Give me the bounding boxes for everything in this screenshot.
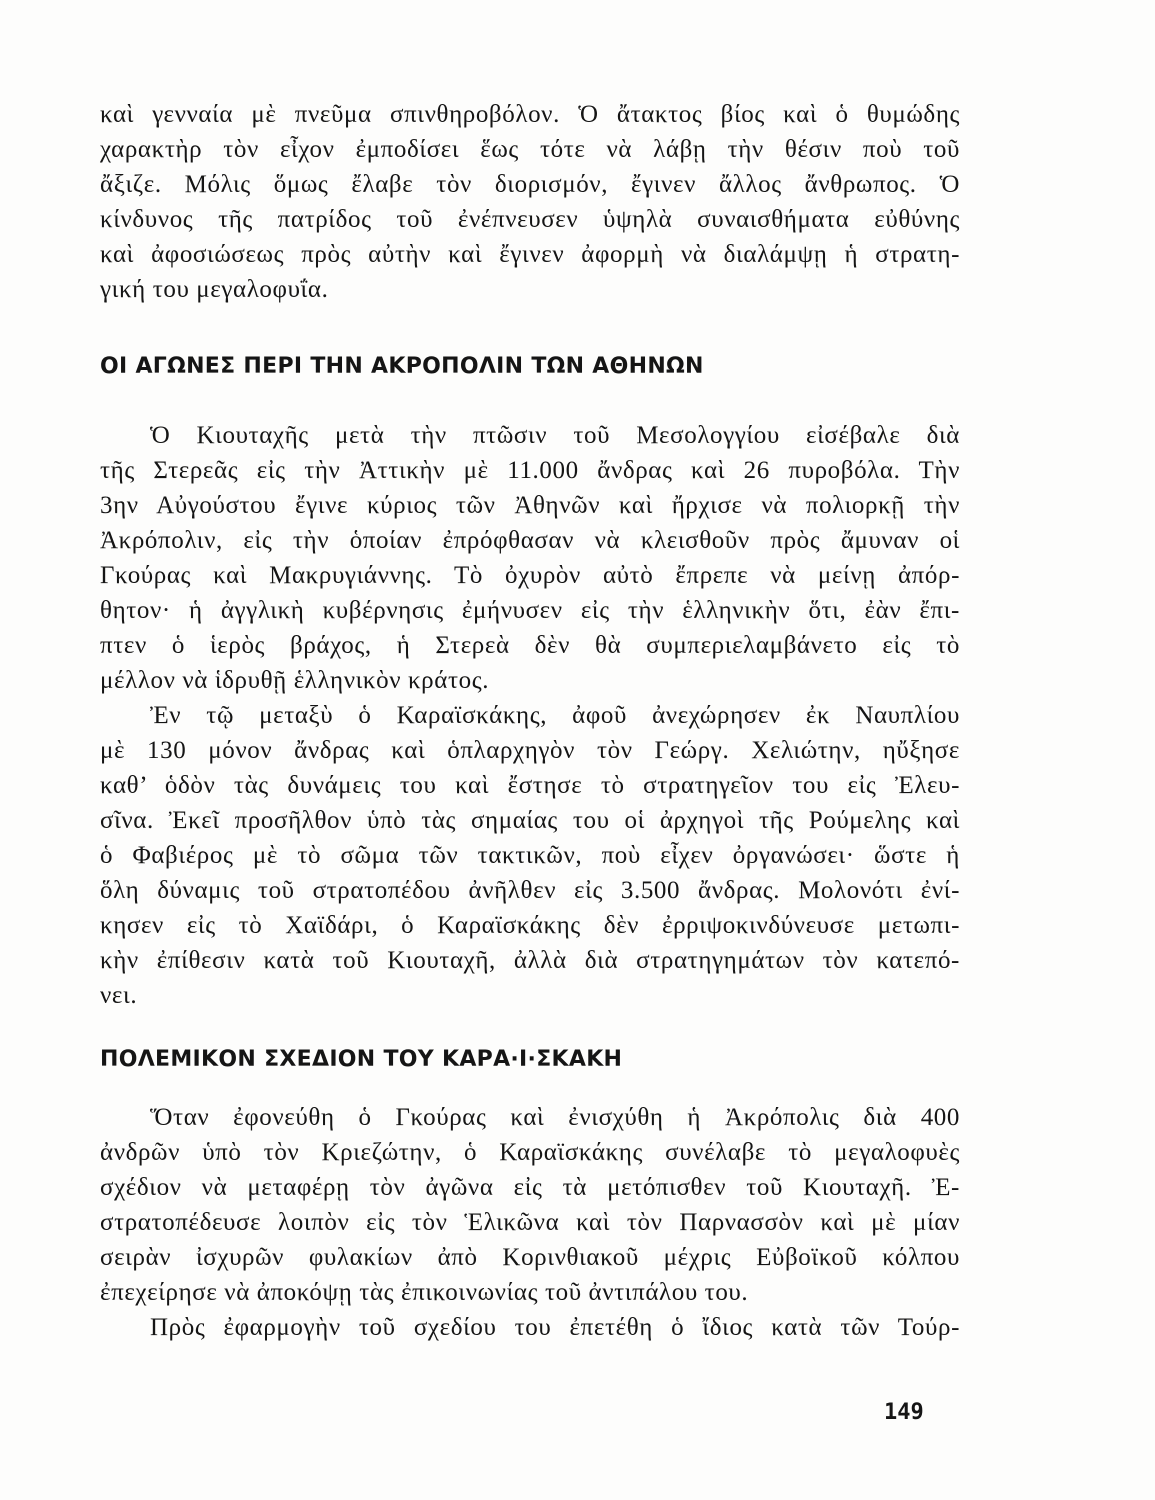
- text-line: κησεν εἰς τὸ Χαϊδάρι, ὁ Καραϊσκάκης δὲν ἐρριψοκινδύνευσε μετωπι-: [100, 912, 960, 939]
- text-line: κίνδυνος τῆς πατρίδος τοῦ ἐνέπνευσεν ὑψηλὰ συναισθήματα εὐθύνης: [100, 206, 960, 233]
- text-line: χαρακτὴρ τὸν εἶχον ἐμποδίσει ἕως τότε νὰ λάβῃ τὴν θέσιν ποὺ τοῦ: [100, 136, 960, 163]
- text-line: κὴν ἐπίθεσιν κατὰ τοῦ Κιουταχῆ, ἀλλὰ διὰ στρατηγημάτων τὸν κατεπό-: [100, 947, 960, 974]
- text-line: καὶ ἀφοσιώσεως πρὸς αὐτὴν καὶ ἔγινεν ἀφορμὴ νὰ διαλάμψῃ ἡ στρατη-: [100, 241, 960, 268]
- text-line: μὲ 130 μόνον ἄνδρας καὶ ὁπλαρχηγὸν τὸν Γεώργ. Χελιώτην, ηὔξησε: [100, 737, 960, 764]
- text-line: 3ην Αὐγούστου ἔγινε κύριος τῶν Ἀθηνῶν καὶ ἤρχισε νὰ πολιορκῇ τὴν: [100, 492, 960, 519]
- text-line: σχέδιον νὰ μεταφέρῃ τὸν ἀγῶνα εἰς τὰ μετόπισθεν τοῦ Κιουταχῆ. Ἐ-: [100, 1174, 960, 1201]
- text-line: μέλλον νὰ ἱδρυθῇ ἑλληνικὸν κράτος.: [100, 667, 490, 694]
- section-plan-body: [100, 1100, 960, 1345]
- text-line: θητον· ἡ ἀγγλικὴ κυβέρνησις ἐμήνυσεν εἰς τὴν ἑλληνικὴν ὅτι, ἐὰν ἔπι-: [100, 597, 960, 624]
- paragraph-intro: [100, 97, 960, 307]
- text-line: Πρὸς ἐφαρμογὴν τοῦ σχεδίου του ἐπετέθη ὁ ἴδιος κατὰ τῶν Τούρ-: [150, 1314, 960, 1341]
- text-line: ὁ Φαβιέρος μὲ τὸ σῶμα τῶν τακτικῶν, ποὺ εἶχεν ὀργανώσει· ὥστε ἡ: [100, 842, 960, 869]
- text-line: τῆς Στερεᾶς εἰς τὴν Ἀττικὴν μὲ 11.000 ἄνδρας καὶ 26 πυροβόλα. Τὴν: [100, 457, 960, 484]
- section-acropolis-body: [100, 418, 960, 1013]
- text-line: γική του μεγαλοφυΐα.: [100, 276, 329, 303]
- section-heading-plan: ΠΟΛΕΜΙΚΟΝ ΣΧΕΔΙΟΝ ΤΟΥ ΚΑΡΑ·Ι·ΣΚΑΚΗ: [100, 1047, 623, 1072]
- text-line: ὅλη δύναμις τοῦ στρατοπέδου ἀνῆλθεν εἰς 3.500 ἄνδρας. Μολονότι ἐνί-: [100, 877, 960, 904]
- text-line: Ἀκρόπολιν, εἰς τὴν ὁποίαν ἐπρόφθασαν νὰ κλεισθοῦν πρὸς ἄμυναν οἱ: [100, 527, 960, 554]
- text-line: ἀνδρῶν ὑπὸ τὸν Κριεζώτην, ὁ Καραϊσκάκης συνέλαβε τὸ μεγαλοφυὲς: [100, 1139, 960, 1166]
- text-line: σῖνα. Ἐκεῖ προσῆλθον ὑπὸ τὰς σημαίας του οἱ ἀρχηγοὶ τῆς Ρούμελης καὶ: [100, 807, 960, 834]
- text-line: ἄξιζε. Μόλις ὅμως ἔλαβε τὸν διορισμόν, ἔγινεν ἄλλος ἄνθρωπος. Ὁ: [100, 171, 960, 198]
- text-line: νει.: [100, 982, 138, 1009]
- text-line: Ὁ Κιουταχῆς μετὰ τὴν πτῶσιν τοῦ Μεσολογγίου εἰσέβαλε διὰ: [150, 422, 960, 449]
- text-line: καθ’ ὁδὸν τὰς δυνάμεις του καὶ ἔστησε τὸ στρατηγεῖον του εἰς Ἐλευ-: [100, 772, 960, 799]
- text-line: Γκούρας καὶ Μακρυγιάννης. Τὸ ὀχυρὸν αὐτὸ ἔπρεπε νὰ μείνῃ ἀπόρ-: [100, 562, 960, 589]
- text-line: στρατοπέδευσε λοιπὸν εἰς τὸν Ἑλικῶνα καὶ τὸν Παρνασσὸν καὶ μὲ μίαν: [100, 1209, 960, 1236]
- text-line: ἐπεχείρησε νὰ ἀποκόψῃ τὰς ἐπικοινωνίας τοῦ ἀντιπάλου του.: [100, 1279, 749, 1306]
- text-line: Ὅταν ἐφονεύθη ὁ Γκούρας καὶ ἐνισχύθη ἡ Ἀκρόπολις διὰ 400: [150, 1104, 960, 1131]
- page-number: 149: [884, 1400, 924, 1425]
- text-line: σειρὰν ἰσχυρῶν φυλακίων ἀπὸ Κορινθιακοῦ μέχρις Εὐβοϊκοῦ κόλπου: [100, 1244, 960, 1271]
- text-line: Ἐν τῷ μεταξὺ ὁ Καραϊσκάκης, ἀφοῦ ἀνεχώρησεν ἐκ Ναυπλίου: [150, 702, 960, 729]
- section-heading-acropolis: ΟΙ ΑΓΩΝΕΣ ΠΕΡΙ ΤΗΝ ΑΚΡΟΠΟΛΙΝ ΤΩΝ ΑΘΗΝΩΝ: [100, 354, 704, 379]
- text-line: καὶ γενναία μὲ πνεῦμα σπινθηροβόλον. Ὁ ἄτακτος βίος καὶ ὁ θυμώδης: [100, 101, 960, 128]
- text-line: πτεν ὁ ἱερὸς βράχος, ἡ Στερεὰ δὲν θὰ συμπεριελαμβάνετο εἰς τὸ: [100, 632, 960, 659]
